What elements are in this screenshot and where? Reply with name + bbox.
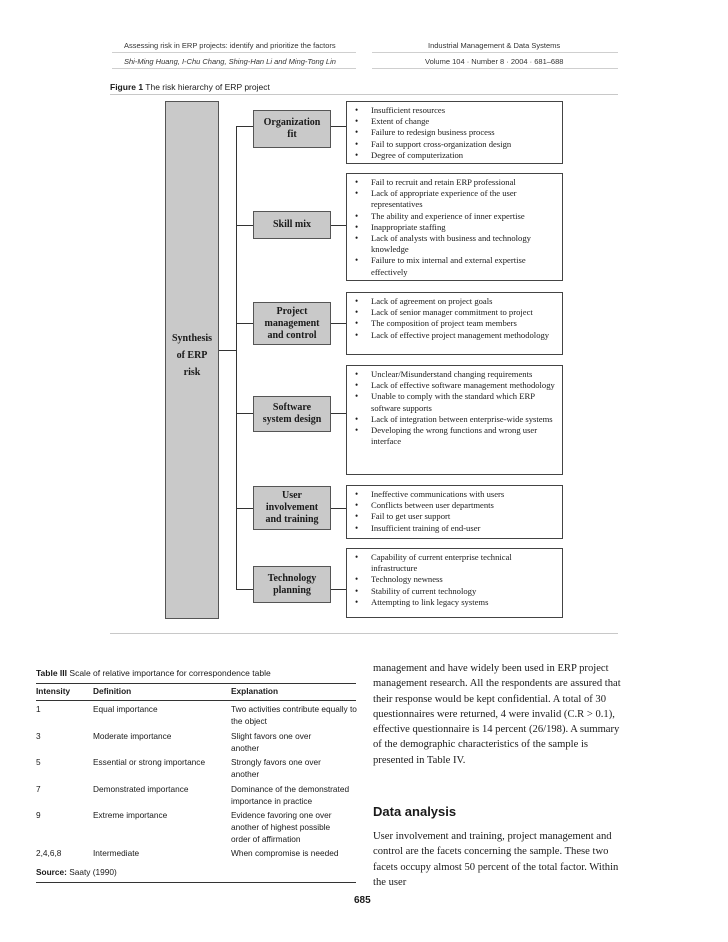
figure-label: Figure 1 (110, 82, 144, 92)
risk-items-technology-planning (346, 548, 563, 618)
category-label: and training (265, 514, 319, 525)
running-header-journal: Industrial Management & Data Systems (428, 41, 561, 50)
connector-leaf (331, 589, 346, 590)
category-label: fit (287, 129, 297, 140)
risk-item: • Attempting to link legacy systems (353, 597, 556, 608)
connector-leaf (331, 323, 346, 324)
category-label: Software (272, 402, 312, 413)
category-organization-fit (253, 110, 331, 148)
table-cell-definition: Equal importance (93, 704, 158, 714)
risk-item: • Lack of integration between enterprise-wide systems (353, 414, 556, 425)
risk-items-skill-mix (346, 173, 563, 281)
risk-item: • Fail to support cross-organization design (353, 139, 556, 150)
root-line: risk (183, 367, 201, 378)
risk-item: • Lack of appropriate experience of the user representatives (353, 188, 556, 210)
table-cell-explanation: Evidence favoring one over another of highest possible order of affirmation (231, 810, 332, 844)
category-technology-planning (253, 566, 331, 603)
header-rule (372, 52, 618, 53)
table-label: Table III (36, 668, 68, 678)
risk-item: • Lack of effective software management methodology (353, 380, 556, 391)
risk-item: • Inappropriate staffing (353, 222, 556, 233)
figure-bottom-rule (110, 633, 618, 634)
risk-item: • Failure to mix internal and external expertise effectively (353, 255, 556, 277)
risk-item: • Capability of current enterprise technical infrastructure (353, 552, 556, 574)
category-skill-mix (253, 211, 331, 239)
table-header-explanation: Explanation (231, 686, 279, 696)
risk-items-software-system-design (346, 365, 563, 475)
table-cell-explanation: Two activities contribute equally to the object (231, 704, 357, 726)
category-label: involvement (265, 502, 319, 513)
connector-leaf (331, 225, 346, 226)
category-user-involvement (253, 486, 331, 530)
risk-item: • Stability of current technology (353, 586, 556, 597)
header-rule (112, 68, 356, 69)
risk-item: • The composition of project team members (353, 318, 556, 329)
risk-item: • Conflicts between user departments (353, 500, 556, 511)
category-label: and control (267, 329, 317, 341)
connector-branch (236, 589, 253, 590)
risk-item: • Unable to comply with the standard which ERP software supports (353, 391, 556, 413)
risk-item: • Fail to get user support (353, 511, 556, 522)
root-node-synthesis (165, 101, 219, 619)
risk-item: • Insufficient resources (353, 105, 556, 116)
root-line: of ERP (176, 350, 208, 361)
category-label: management (264, 317, 320, 329)
connector-leaf (331, 413, 346, 414)
risk-items-user-involvement (346, 485, 563, 539)
category-label: Technology (267, 572, 317, 584)
risk-item: • Lack of senior manager commitment to project (353, 307, 556, 318)
section-heading: Data analysis (373, 804, 457, 819)
risk-item: • Failure to redesign business process (353, 127, 556, 138)
risk-item: • Lack of analysts with business and technology knowledge (353, 233, 556, 255)
risk-items-project-management (346, 292, 563, 355)
body-paragraph: management and have widely been used in ERP project management research. All the respondents are assured that their response would be kept confidential. A total of 30 questionnaires were returned, 4 were invalid (C.R > 0.1), effective questionnaire is 14 percent (26/198). A summary of the demographic characteristics of the sample is presented in Table IV. (373, 663, 621, 766)
connector-leaf (331, 508, 346, 509)
figure-caption-text: The risk hierarchy of ERP project (145, 82, 270, 92)
connector-trunk (236, 126, 237, 589)
figure-top-rule (110, 94, 618, 95)
table-cell-intensity: 2,4,6,8 (36, 848, 62, 858)
table-cell-intensity: 9 (36, 810, 41, 820)
header-rule (372, 68, 618, 69)
table-rule (36, 882, 356, 883)
table-cell-explanation: Strongly favors one over another (231, 757, 321, 779)
table-caption (36, 668, 271, 678)
table-header-definition: Definition (93, 686, 132, 696)
table-header-intensity: Intensity (36, 686, 71, 696)
table-cell-intensity: 7 (36, 784, 41, 794)
risk-item: • Degree of computerization (353, 150, 556, 161)
risk-item: • Fail to recruit and retain ERP professional (353, 177, 556, 188)
header-rule (112, 52, 356, 53)
table-cell-intensity: 3 (36, 731, 41, 741)
table-rule (36, 700, 356, 701)
connector-root (219, 350, 236, 351)
table-cell-definition: Essential or strong importance (93, 757, 206, 767)
running-header-volume: Volume 104 · Number 8 · 2004 · 681–688 (425, 57, 564, 66)
table-source-text: Saaty (1990) (69, 867, 117, 877)
running-header-title: Assessing risk in ERP projects: identify and prioritize the factors (124, 41, 336, 50)
table-rule (36, 683, 356, 684)
category-label: Project (276, 305, 308, 317)
body-paragraph: User involvement and training, project management and control are the facets concerning the sample. These two facets occupy almost 50 percent of the total factor. Within the user (373, 831, 619, 888)
risk-item: • Ineffective communications with users (353, 489, 556, 500)
connector-branch (236, 508, 253, 509)
category-label: Skill mix (272, 219, 312, 230)
connector-branch (236, 413, 253, 414)
risk-item: • Lack of effective project management methodology (353, 330, 556, 341)
table-source (36, 866, 117, 878)
category-label: Organization (263, 117, 321, 128)
table-cell-definition: Intermediate (93, 848, 140, 858)
risk-item: • Developing the wrong functions and wrong user interface (353, 425, 556, 447)
connector-branch (236, 323, 253, 324)
root-node-label (166, 330, 218, 381)
connector-branch (236, 126, 253, 127)
table-caption-text: Scale of relative importance for correspondence table (69, 668, 271, 678)
table-cell-explanation: Dominance of the demonstrated importance in practice (231, 784, 350, 806)
table-cell-explanation: When compromise is needed (231, 848, 339, 858)
risk-item: • Insufficient training of end-user (353, 523, 556, 534)
risk-item: • Technology newness (353, 574, 556, 585)
category-label: User (281, 490, 302, 501)
table-cell-intensity: 1 (36, 704, 41, 714)
category-label: system design (262, 414, 322, 425)
page-number: 685 (354, 895, 371, 906)
table-cell-definition: Moderate importance (93, 731, 172, 741)
risk-items-organization-fit (346, 101, 563, 164)
category-software-system-design (253, 396, 331, 432)
table-cell-explanation: Slight favors one over another (231, 731, 312, 753)
risk-item: • Lack of agreement on project goals (353, 296, 556, 307)
root-line: Synthesis (171, 333, 212, 344)
risk-item: • The ability and experience of inner expertise (353, 211, 556, 222)
table-cell-intensity: 5 (36, 757, 41, 767)
figure-caption (110, 82, 270, 92)
connector-branch (236, 225, 253, 226)
category-label: planning (273, 584, 311, 596)
risk-item: • Unclear/Misunderstand changing requirements (353, 369, 556, 380)
table-source-label: Source: (36, 867, 67, 877)
table-cell-definition: Extreme importance (93, 810, 168, 820)
running-header-authors: Shi-Ming Huang, I-Chu Chang, Shing-Han Li and Ming-Tong Lin (124, 57, 336, 66)
table-cell-definition: Demonstrated importance (93, 784, 189, 794)
risk-item: • Extent of change (353, 116, 556, 127)
category-project-management (253, 302, 331, 345)
connector-leaf (331, 126, 346, 127)
